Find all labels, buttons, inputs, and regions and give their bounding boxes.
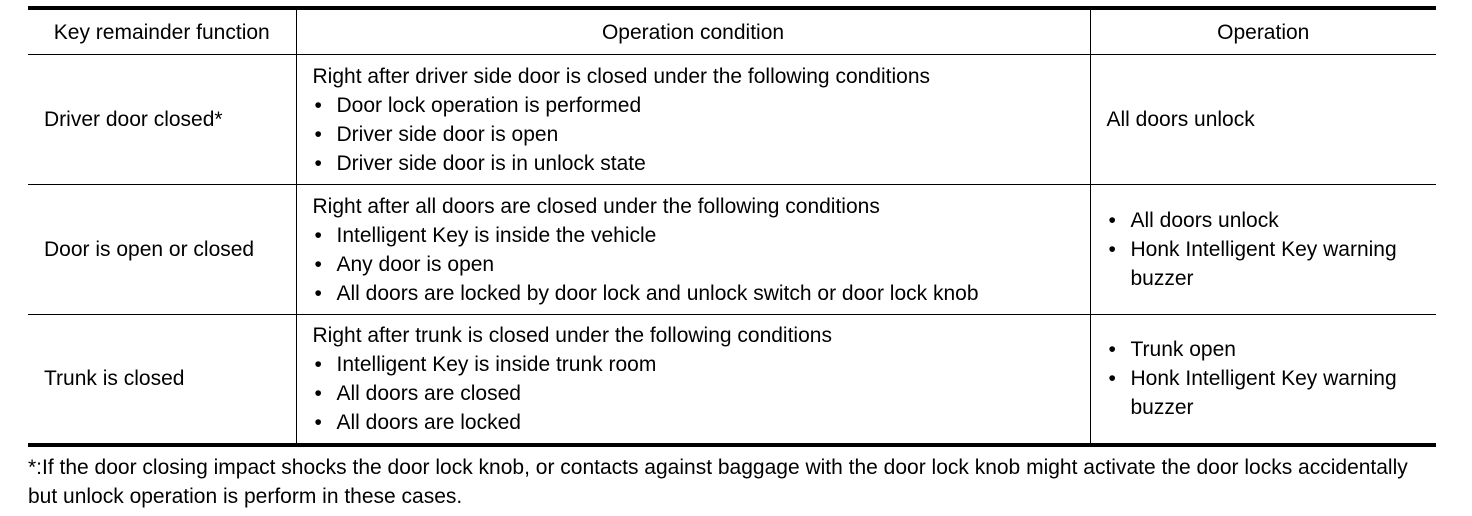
document: [28, 6, 1436, 511]
table-header-row: [28, 8, 1436, 55]
condition-cell: [296, 185, 1090, 315]
condition-list: [313, 221, 1090, 308]
operation-cell: All doors unlock: [1090, 55, 1436, 185]
operation-list: [1107, 206, 1437, 293]
function-cell: Driver door closed*: [28, 55, 296, 185]
header-operation: Operation: [1090, 8, 1436, 55]
condition-cell: [296, 55, 1090, 185]
condition-item: • Any door is open: [313, 250, 1090, 279]
condition-item: • Intelligent Key is inside the vehicle: [313, 221, 1090, 250]
condition-item: • Intelligent Key is inside trunk room: [313, 350, 1090, 379]
function-cell: Trunk is closed: [28, 315, 296, 445]
operation-item: • Honk Intelligent Key warning buzzer: [1107, 235, 1437, 293]
condition-item: • Driver side door is open: [313, 120, 1090, 149]
operation-item: • All doors unlock: [1107, 206, 1437, 235]
condition-item: • All doors are closed: [313, 379, 1090, 408]
operation-cell: [1090, 315, 1436, 445]
condition-intro: Right after all doors are closed under the following conditions: [312, 194, 880, 218]
condition-cell: [296, 315, 1090, 445]
header-operation-condition: Operation condition: [296, 8, 1090, 55]
operation-cell: [1090, 185, 1436, 315]
operation-item: • Trunk open: [1107, 335, 1437, 364]
condition-intro: Right after driver side door is closed under the following conditions: [312, 64, 931, 88]
table-row: [28, 315, 1436, 445]
condition-item: • Driver side door is in unlock state: [313, 149, 1090, 178]
condition-item: • All doors are locked by door lock and unlock switch or door lock knob: [313, 279, 1090, 308]
operation-list: [1107, 335, 1437, 422]
condition-item: • All doors are locked: [313, 408, 1090, 437]
condition-item: • Door lock operation is performed: [313, 91, 1090, 120]
table-row: [28, 55, 1436, 185]
function-cell: Door is open or closed: [28, 185, 296, 315]
header-key-remainder-function: Key remainder function: [28, 8, 296, 55]
condition-list: [313, 91, 1090, 178]
condition-intro: Right after trunk is closed under the following conditions: [312, 323, 832, 347]
operation-item: • Honk Intelligent Key warning buzzer: [1107, 364, 1437, 422]
condition-list: [313, 350, 1090, 437]
footnote: *:If the door closing impact shocks the door lock knob, or contacts against baggage with the door lock knob might activate the door locks accidentally but unlock operation is perform in these cases.: [28, 455, 1408, 508]
table-row: [28, 185, 1436, 315]
key-remainder-table: [28, 6, 1436, 447]
